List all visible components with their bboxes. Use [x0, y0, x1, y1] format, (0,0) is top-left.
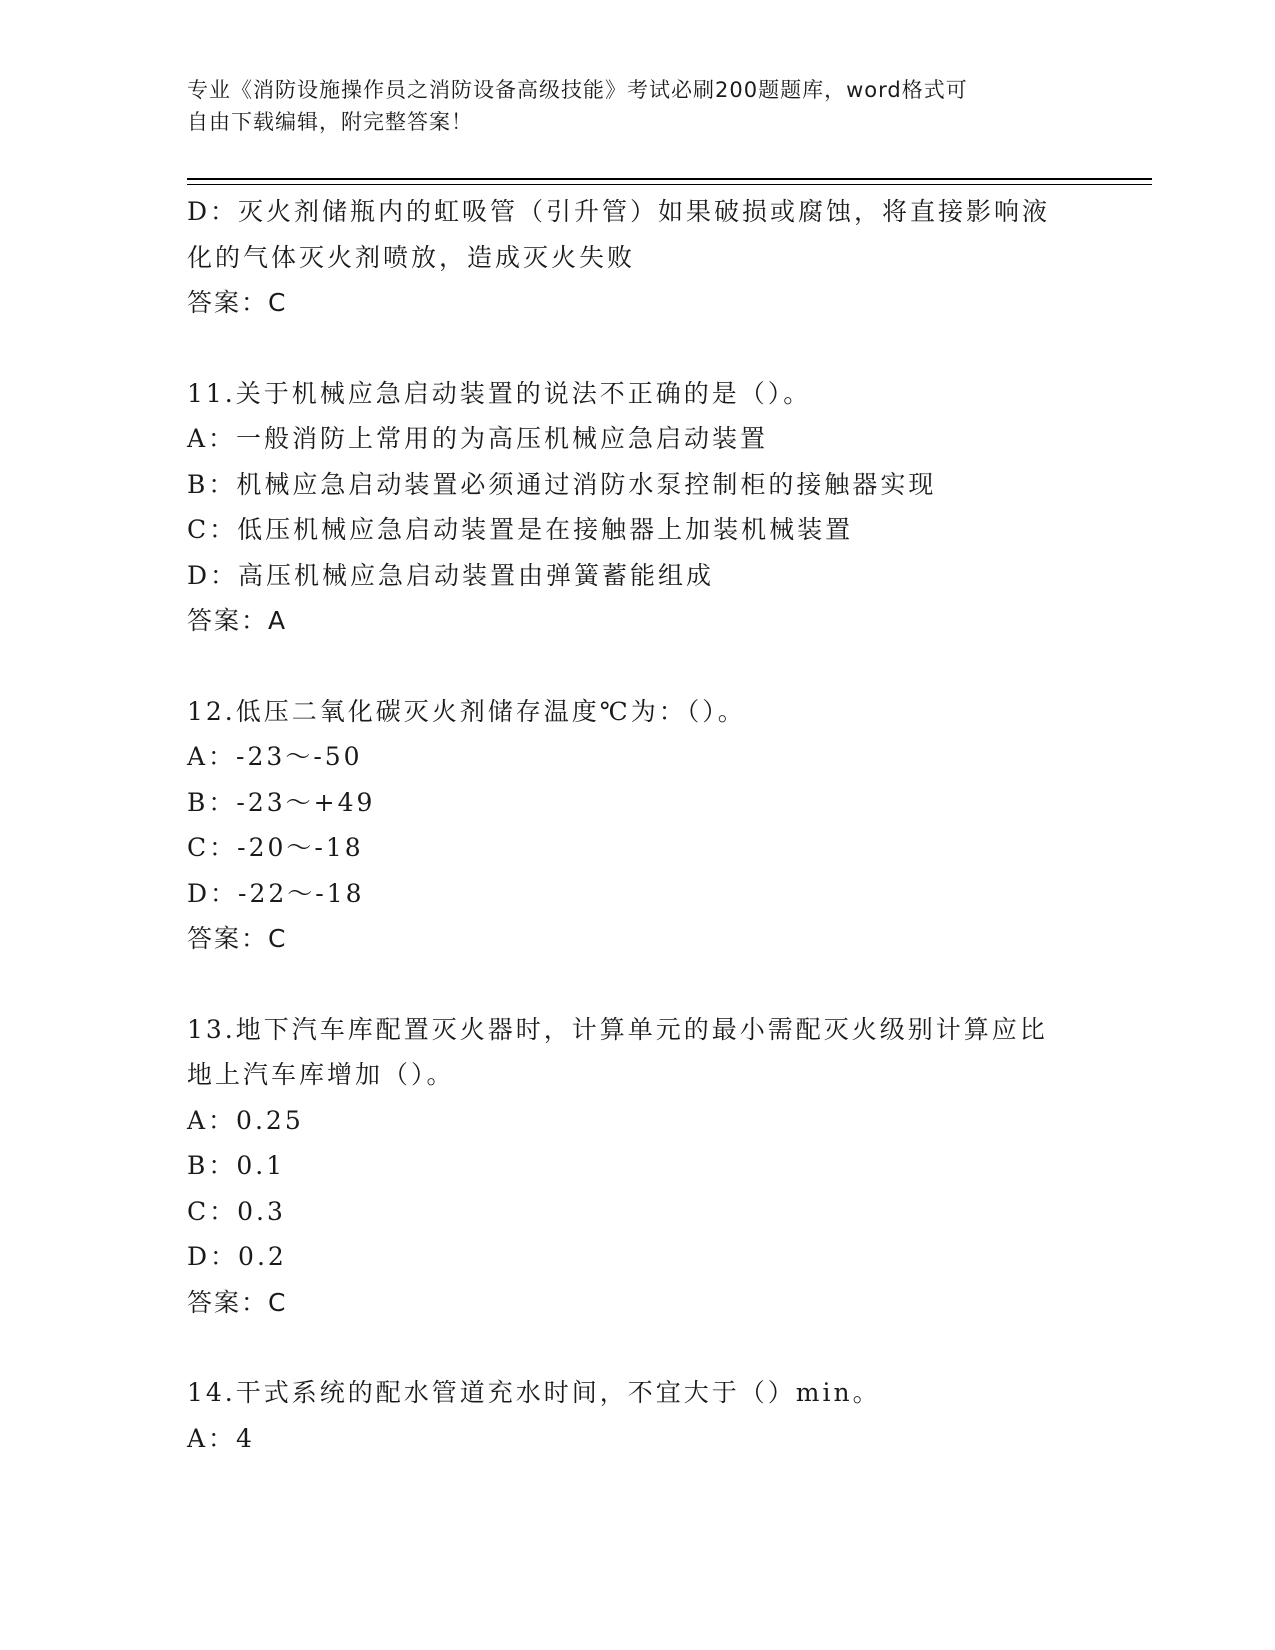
question-stem: 13.地下汽车库配置灭火器时，计算单元的最小需配灭火级别计算应比 — [187, 1014, 1048, 1044]
header-rule-thick — [187, 178, 1152, 180]
option-d: D：-22～-18 — [187, 878, 365, 908]
spacer — [187, 644, 1087, 689]
option-d: D：0.2 — [187, 1242, 287, 1271]
question-stem: 14.干式系统的配水管道充水时间，不宜大于（）min。 — [187, 1378, 881, 1407]
spacer — [187, 326, 1087, 371]
option-d: D：灭火剂储瓶内的虹吸管（引升管）如果破损或腐蚀，将直接影响液 — [187, 197, 1051, 226]
header-rule-thin — [187, 184, 1152, 185]
question-11 — [187, 371, 1087, 644]
option-b: B：0.1 — [187, 1151, 286, 1180]
previous-question-tail — [187, 189, 1087, 326]
question-stem: 11.关于机械应急启动装置的说法不正确的是（）。 — [187, 378, 812, 408]
header-line-1: 专业《消防设施操作员之消防设备高级技能》考试必刷200题题库，word格式可 — [187, 78, 968, 102]
option-a: A：-23～-50 — [187, 742, 363, 771]
spacer — [187, 1325, 1087, 1370]
option-b: B：机械应急启动装置必须通过消防水泵控制柜的接触器实现 — [187, 469, 937, 499]
option-d: D：高压机械应急启动装置由弹簧蓄能组成 — [187, 560, 715, 590]
question-12 — [187, 689, 1087, 962]
option-b: B：-23～+49 — [187, 787, 376, 817]
option-a: A：0.25 — [187, 1105, 304, 1135]
option-c: C：0.3 — [187, 1196, 286, 1226]
document-header — [187, 74, 1087, 138]
question-13 — [187, 1007, 1087, 1326]
question-list — [187, 189, 1087, 1461]
answer-line: 答案：A — [187, 606, 288, 635]
question-stem-continued: 地上汽车库增加（）。 — [187, 1060, 455, 1089]
option-c: C：-20～-18 — [187, 833, 364, 862]
spacer — [187, 962, 1087, 1007]
answer-line: 答案：C — [187, 924, 288, 953]
answer-line: 答案：C — [187, 288, 288, 317]
question-stem: 12.低压二氧化碳灭火剂储存温度℃为：（）。 — [187, 696, 746, 726]
answer-line: 答案：C — [187, 1287, 288, 1317]
option-a: A：4 — [187, 1423, 255, 1453]
option-d-continued: 化的气体灭火剂喷放，造成灭火失败 — [187, 242, 636, 272]
option-a: A：一般消防上常用的为高压机械应急启动装置 — [187, 424, 769, 453]
question-14 — [187, 1370, 1087, 1461]
header-line-2: 自由下载编辑，附完整答案！ — [187, 110, 473, 134]
option-c: C：低压机械应急启动装置是在接触器上加装机械装置 — [187, 515, 854, 544]
